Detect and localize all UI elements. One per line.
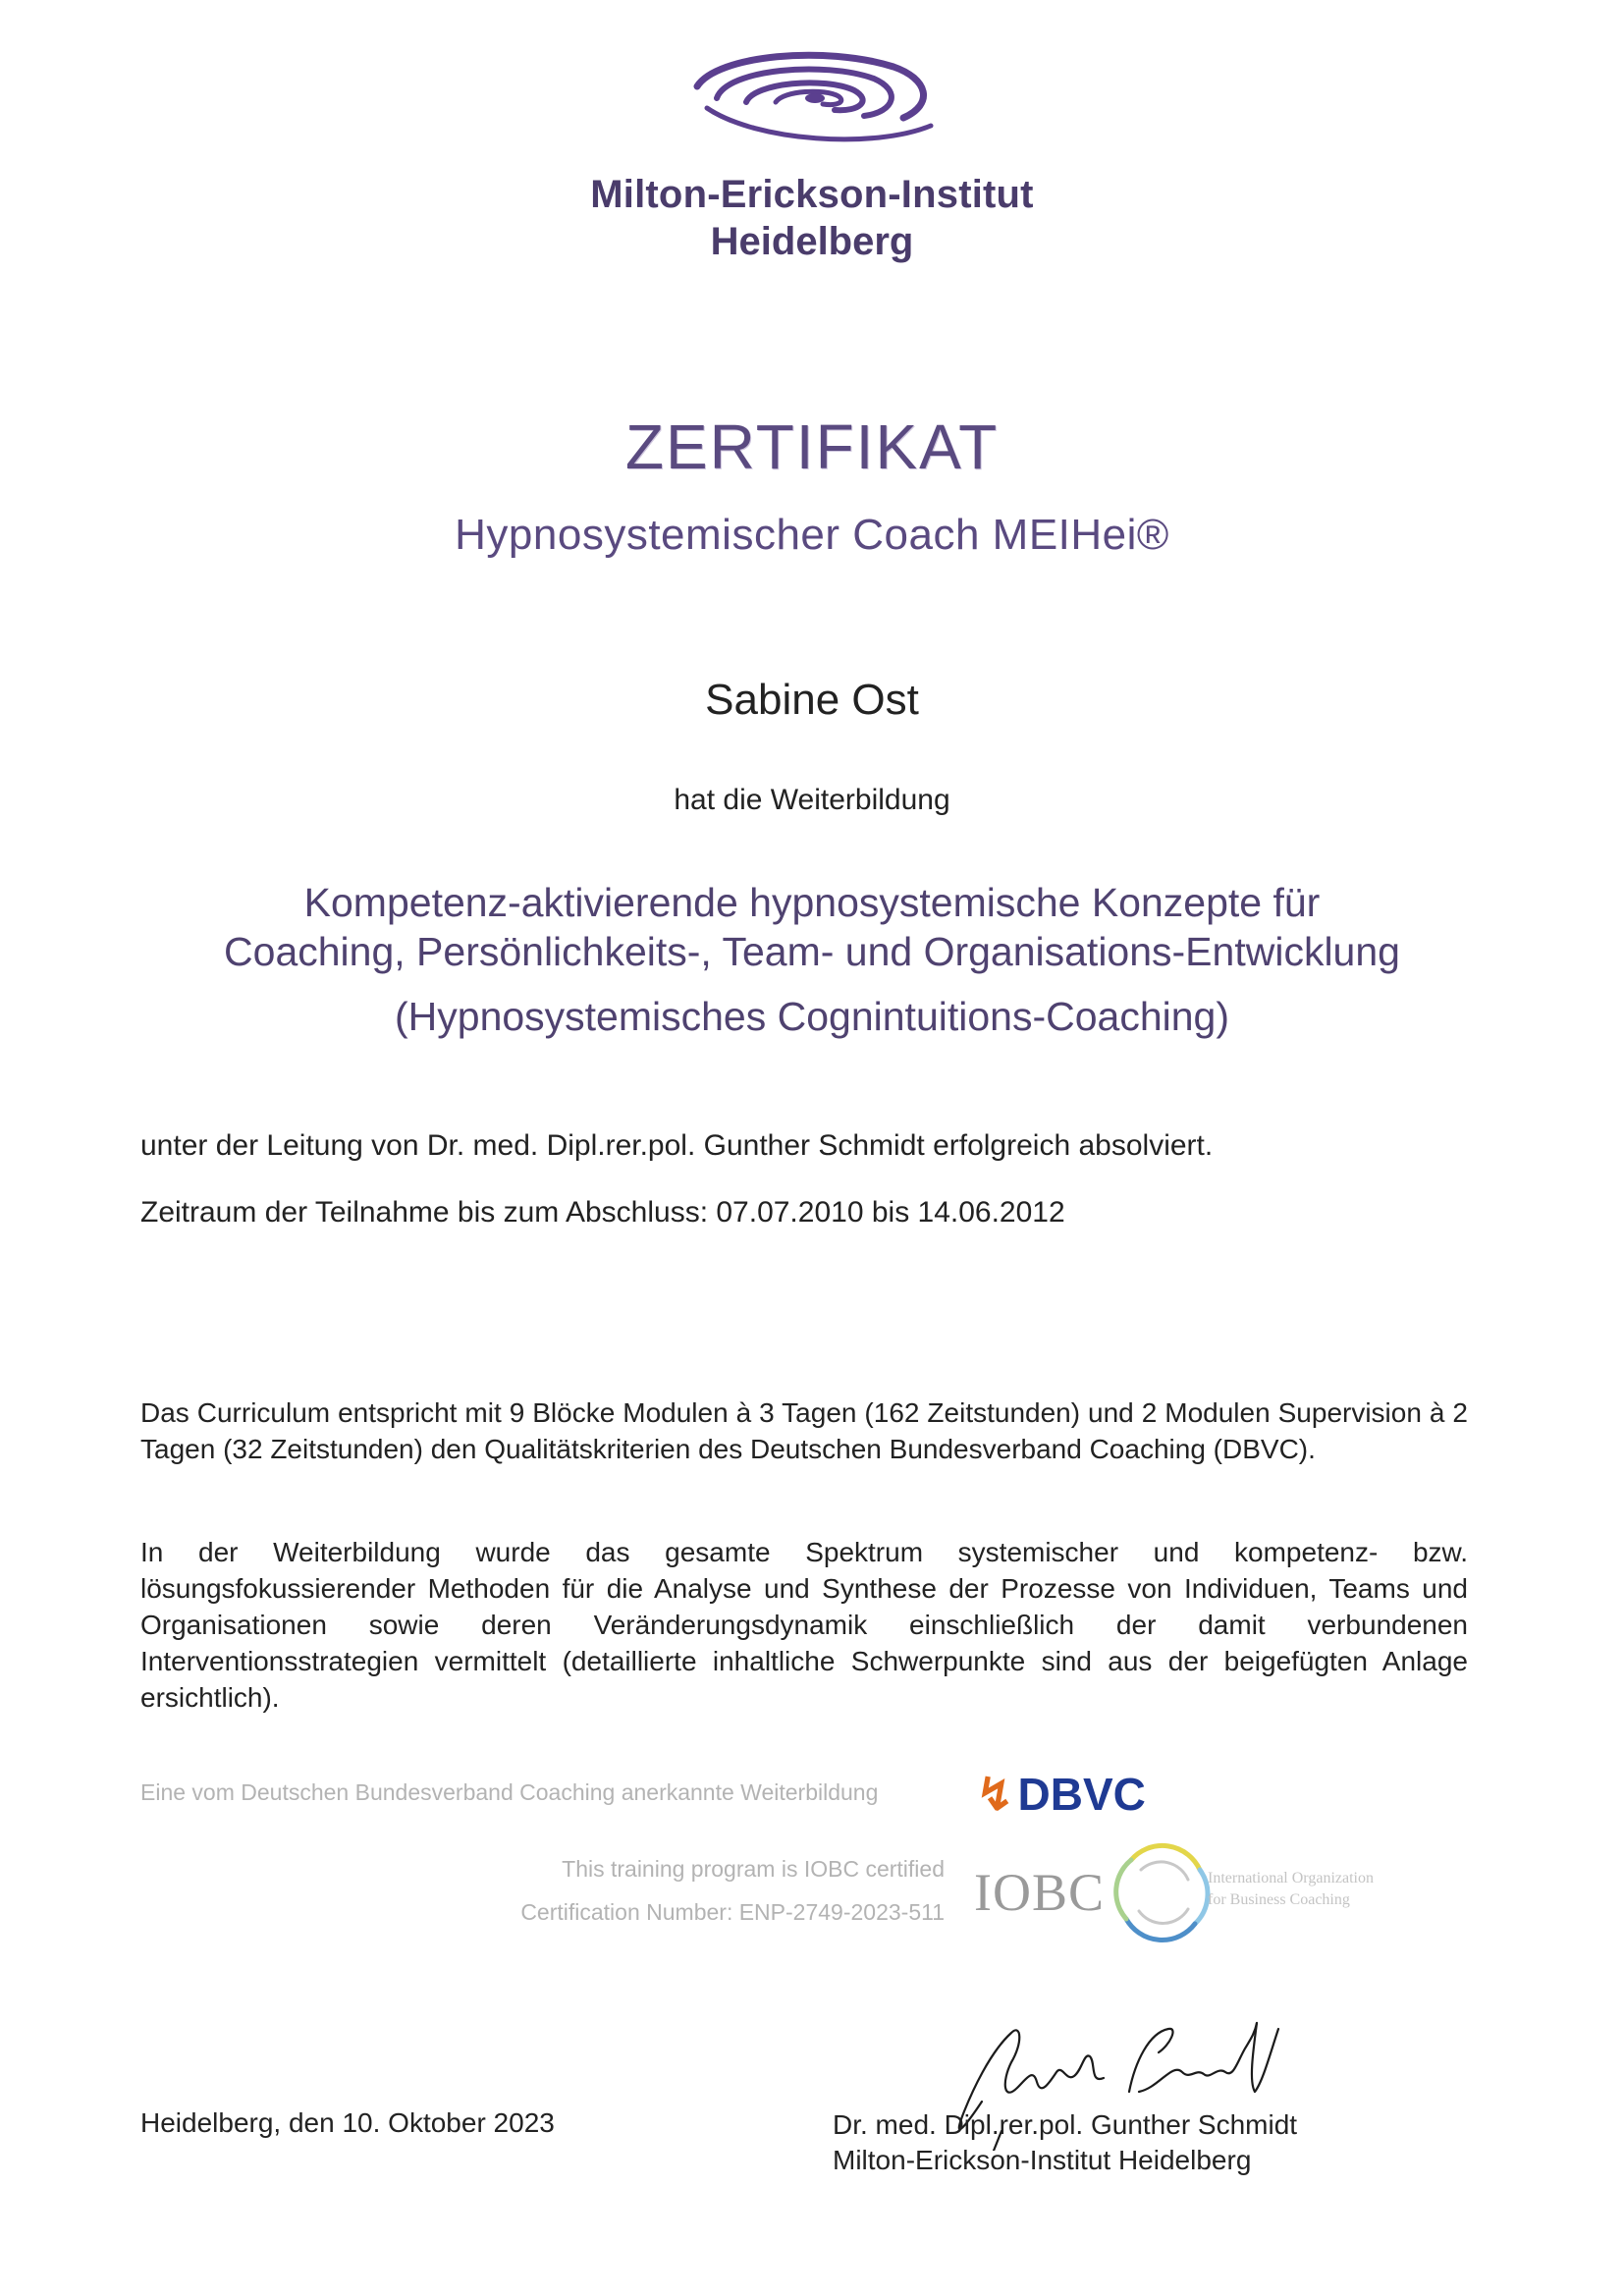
recipient-name: Sabine Ost [705,676,919,724]
intro-text: hat die Weiterbildung [674,784,950,816]
iobc-org-line-2: for Business Coaching [1208,1891,1350,1908]
dbvc-recognition-text: Eine vom Deutschen Bundesverband Coaching anerkannte Weiterbildung [140,1779,879,1805]
iobc-org-line-1: International Organization [1208,1870,1374,1886]
course-title-line-2: Coaching, Persönlichkeits-, Team- und Organisations-Entwicklung [224,929,1400,974]
dbvc-logo-text: DBVC [1017,1769,1146,1820]
leadership-statement: unter der Leitung von Dr. med. Dipl.rer.pol. Gunther Schmidt erfolgreich absolviert. [140,1129,1214,1162]
iobc-ring-icon [1102,1840,1219,1948]
signer-name: Dr. med. Dipl.rer.pol. Gunther Schmidt [833,2109,1298,2140]
institute-city: Heidelberg [710,220,914,263]
course-title-line-3: (Hypnosystemisches Cognintuitions-Coaching) [395,994,1229,1039]
certificate-title: ZERTIFIKAT [624,411,1000,482]
place-and-date: Heidelberg, den 10. Oktober 2023 [140,2107,555,2138]
signer-organization: Milton-Erickson-Institut Heidelberg [833,2145,1252,2175]
iobc-logo-text: IOBC [974,1863,1106,1922]
certificate-subtitle: Hypnosystemischer Coach MEIHei® [455,511,1169,559]
dbvc-logo [976,1768,1146,1820]
institute-name: Milton-Erickson-Institut [590,173,1034,216]
dbvc-logo-icon: ↯ [976,1769,1014,1820]
curriculum-paragraph: Das Curriculum entspricht mit 9 Blöcke Modulen à 3 Tagen (162 Zeitstunden) und 2 Modulen Supervision à 2 Tagen (32 Zeitstunden) den Qualitätskriterien des Deutschen Bundesverband Coaching (DBVC). [140,1397,1468,1464]
spiral-logo-icon [677,47,943,155]
content-paragraph: In der Weiterbildung wurde das gesamte Spektrum systemischer und kompetenz- bzw. lösungsfokussierender Methoden für die Analyse und Synthese der Prozesse von Individuen, Teams und Organisationen sowie deren Veränderungsdynamik einschließlich der damit verbundenen Interventionsstrategien vermittelt (detaillierte inhaltliche Schwerpunkte sind aus der beigefügten Anlage ersichtlich). [140,1537,1468,1713]
iobc-certified-text: This training program is IOBC certified [562,1856,945,1882]
course-title-line-1: Kompetenz-aktivierende hypnosystemische Konzepte für [303,880,1321,925]
participation-period: Zeitraum der Teilnahme bis zum Abschluss: 07.07.2010 bis 14.06.2012 [140,1196,1065,1229]
iobc-certification-number: Certification Number: ENP-2749-2023-511 [520,1899,945,1925]
